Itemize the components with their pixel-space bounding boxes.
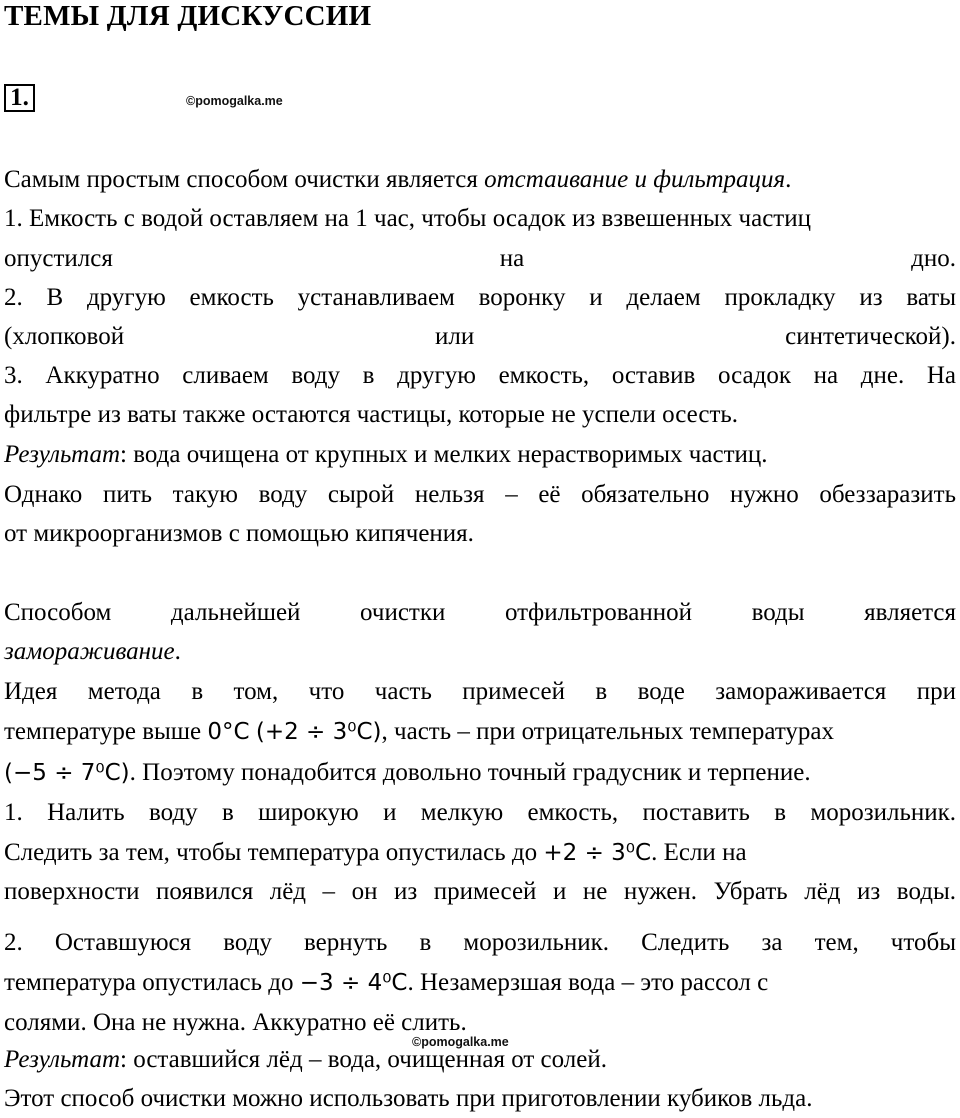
section1-step3-line2: фильтре из ваты также остаются частицы, которые не успели осесть. [4, 401, 739, 428]
math-temperature-zero: 0°C [207, 719, 250, 745]
section2-step2-line1: 2. Оставшуюся воду вернуть в морозильник. Следить за тем, чтобы [4, 929, 956, 956]
step1-text-b: . Если на [651, 839, 747, 866]
section2-step1-line1: 1. Налить воду в широкую и мелкую емкость, поставить в морозильник. [4, 799, 956, 826]
section2-intro-line2 [4, 637, 956, 667]
justified-text: 1. Емкость с водой оставляем на 1 час, чтобы осадок из взвешенных частиц [4, 205, 811, 232]
section2-step2-line2 [4, 968, 956, 998]
section1-step1-line2: опустился на дно. [4, 245, 956, 272]
section1-intro [4, 165, 956, 195]
result-label: Результат [4, 1046, 121, 1073]
section1-note-line2: от микроорганизмов с помощью кипячения. [4, 520, 474, 547]
intro-period: . [785, 166, 792, 193]
intro-period: . [174, 638, 181, 665]
section2-step2-line3: солями. Она не нужна. Аккуратно её слить. [4, 1009, 467, 1036]
math-temperature-range-negative: (−5 ÷ 7⁰C) [4, 760, 130, 786]
idea-text-c: . Поэтому понадобится довольно точный градусник и терпение. [129, 759, 811, 786]
watermark-bottom: ©pomogalka.me [412, 1035, 509, 1049]
result-text: : вода очищена от крупных и мелких нерастворимых частиц. [120, 441, 768, 468]
step1-text-a: Следить за тем, чтобы температура опустилась до [4, 839, 544, 866]
section2-idea-line1: Идея метода в том, что часть примесей в воде замораживается при [4, 678, 956, 705]
math-temperature-range-positive: (+2 ÷ 3⁰C) [255, 719, 382, 745]
section1-step2-line2: (хлопковой или синтетической). [4, 323, 956, 350]
section2-note-line1: Этот способ очистки можно использовать при приготовлении кубиков льда. [4, 1085, 813, 1112]
page-title: ТЕМЫ ДЛЯ ДИСКУССИИ [4, 0, 372, 32]
section2-idea-line2 [4, 717, 956, 747]
step2-text-a: температура опустилась до [4, 969, 300, 996]
section1-note-line1: Однако пить такую воду сырой нельзя – её обязательно нужно обеззаразить [4, 481, 956, 508]
math-temperature-step2: −3 ÷ 4⁰C [299, 970, 408, 996]
section1-result [4, 440, 956, 470]
idea-text-a: температуре выше [4, 718, 208, 745]
intro-italic-term: замораживание [4, 638, 175, 665]
section2-intro-line1: Способом дальнейшей очистки отфильтрованной воды является [4, 599, 956, 626]
idea-text-b: , часть – при отрицательных температурах [381, 718, 835, 745]
intro-italic-term: отстаивание и фильтрация [484, 166, 786, 193]
watermark-top: ©pomogalka.me [186, 94, 283, 108]
section1-step3-line1: 3. Аккуратно сливаем воду в другую емкость, оставив осадок на дне. На [4, 362, 956, 389]
section2-idea-line3 [4, 758, 956, 788]
section2-step1-line3: поверхности появился лёд – он из примесей и не нужен. Убрать лёд из воды. [4, 878, 956, 905]
result-label: Результат [4, 441, 121, 468]
section1-step1-line1 [4, 204, 956, 234]
task-number-box: 1. [4, 84, 35, 112]
result-text: : оставшийся лёд – вода, очищенная от солей. [120, 1046, 608, 1073]
section1-step2-line1: 2. В другую емкость устанавливаем воронку и делаем прокладку из ваты [4, 284, 956, 311]
intro-text: Самым простым способом очистки является [4, 166, 485, 193]
section2-result [4, 1045, 956, 1075]
section2-step1-line2 [4, 838, 956, 868]
math-temperature-step1: +2 ÷ 3⁰C [543, 840, 652, 866]
step2-text-b: . Незамерзшая вода – это рассол с [407, 969, 769, 996]
